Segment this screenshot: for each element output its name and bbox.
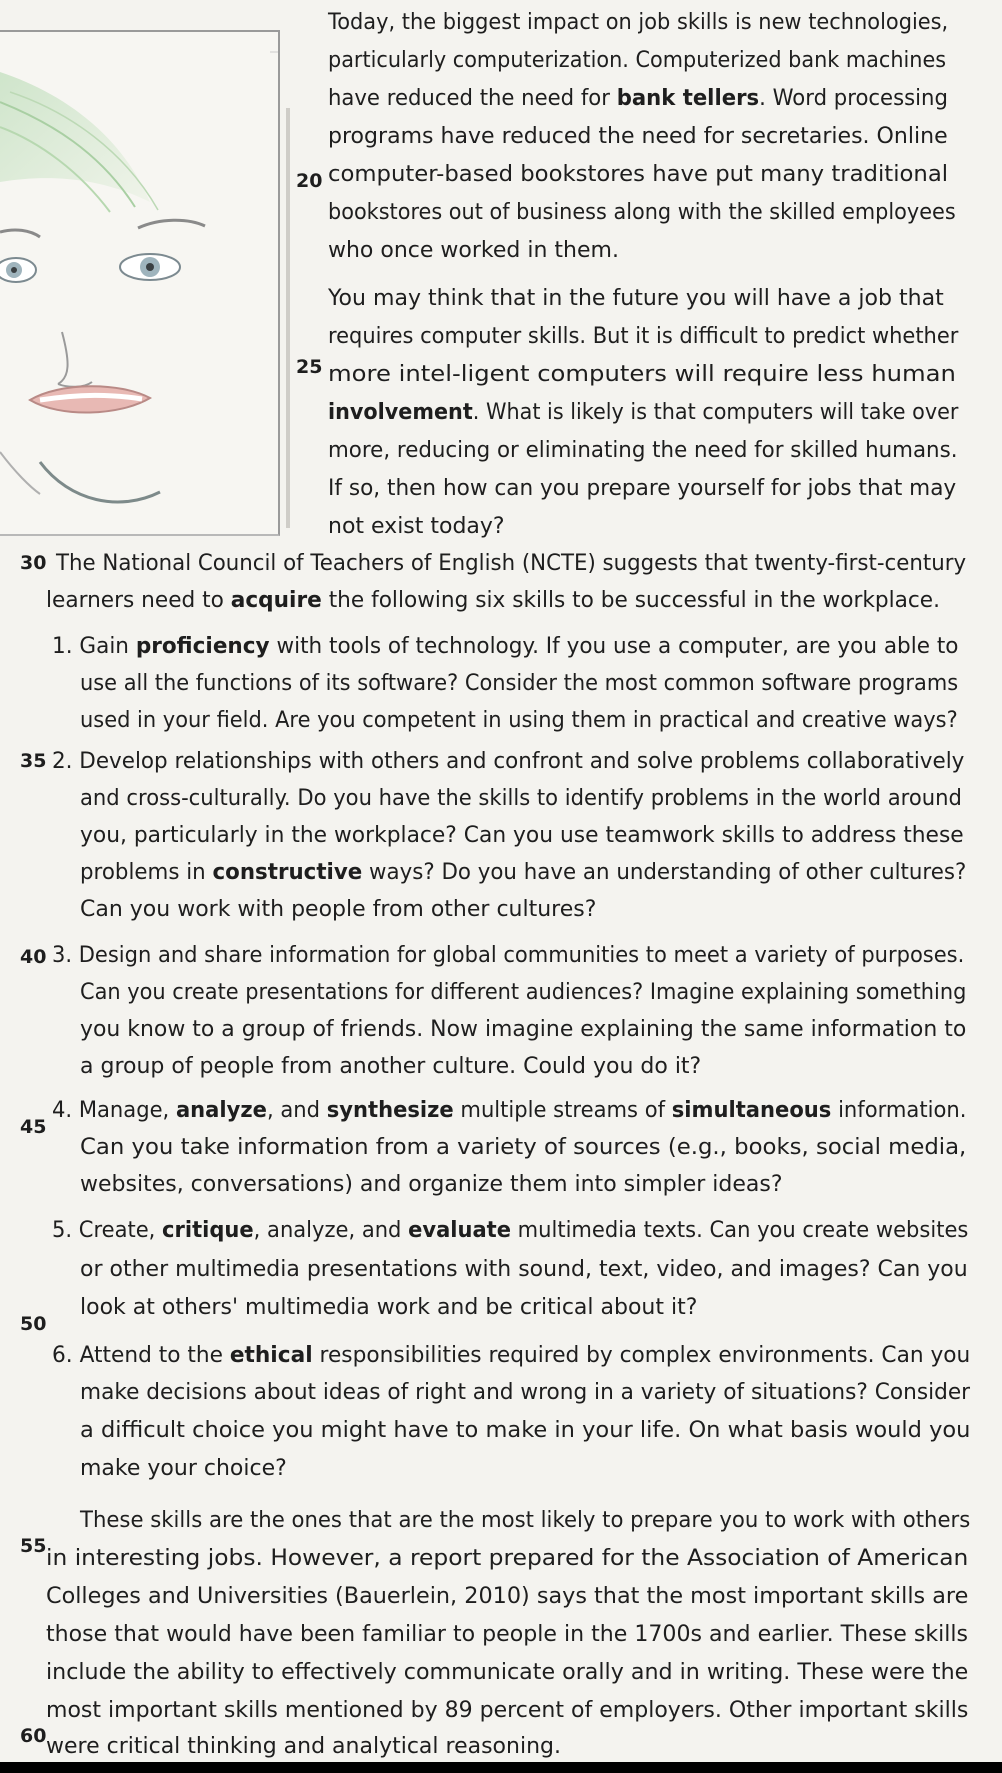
text-line: problems in constructive ways? Do you have an understanding of other cultures? [80,860,967,885]
text-line: websites, conversations) and organize them into simpler ideas? [80,1172,783,1197]
text-line: learners need to acquire the following six skills to be successful in the workplace. [46,588,941,613]
text-line: and cross-culturally. Do you have the skills to identify problems in the world around [80,786,962,811]
text-line: look at others' multimedia work and be critical about it? [80,1295,698,1320]
text-line: computer-based bookstores have put many traditional [328,162,949,187]
line-number-50: 50 [20,1313,47,1335]
text-line: more intel-ligent computers will require less human [328,362,956,387]
list-item: 5. Create, critique, analyze, and evaluate multimedia texts. Can you create websites [52,1218,969,1243]
text-line: If so, then how can you prepare yourself for jobs that may [328,476,957,501]
line-number-25: 25 [296,356,323,378]
text-line: or other multimedia presentations with sound, text, video, and images? Can you [80,1257,968,1282]
scan-shadow [286,108,290,528]
text-line: most important skills mentioned by 89 percent of employers. Other important skills [46,1698,969,1723]
text-line: The National Council of Teachers of English (NCTE) suggests that twenty-first-century [56,551,967,576]
line-number-55: 55 [20,1535,47,1557]
text-line: a group of people from another culture. Could you do it? [80,1054,702,1079]
list-item: 6. Attend to the ethical responsibilities required by complex environments. Can you [52,1343,971,1368]
text-line: bookstores out of business along with the skilled employees [328,200,956,225]
text-line: who once worked in them. [328,238,619,263]
face-photo [0,30,280,536]
text-line: in interesting jobs. However, a report prepared for the Association of American [46,1546,969,1571]
text-line: Today, the biggest impact on job skills is new technologies, [328,10,949,35]
text-line: you know to a group of friends. Now imagine explaining the same information to [80,1017,967,1042]
line-number-40: 40 [20,946,47,968]
text-line: You may think that in the future you will have a job that [328,286,944,311]
list-item: 2. Develop relationships with others and confront and solve problems collaboratively [52,749,965,774]
line-number-30: 30 [20,552,47,574]
list-item: 1. Gain proficiency with tools of technology. If you use a computer, are you able to [52,634,959,659]
text-line: a difficult choice you might have to make in your life. On what basis would you [80,1418,971,1443]
text-line: include the ability to effectively communicate orally and in writing. These were the [46,1660,969,1685]
text-line: not exist today? [328,514,505,539]
text-line: used in your field. Are you competent in using them in practical and creative ways? [80,708,958,733]
text-line: requires computer skills. But it is difficult to predict whether [328,324,959,349]
text-line: those that would have been familiar to people in the 1700s and earlier. These skills [46,1622,969,1647]
text-line: you, particularly in the workplace? Can you use teamwork skills to address these [80,823,964,848]
text-line: use all the functions of its software? Consider the most common software programs [80,671,959,696]
line-number-20: 20 [296,170,323,192]
text-line: Can you work with people from other cultures? [80,897,597,922]
text-line: make decisions about ideas of right and wrong in a variety of situations? Consider [80,1380,971,1405]
face-illustration-icon [0,32,278,534]
text-line: were critical thinking and analytical reasoning. [46,1734,561,1759]
text-line: programs have reduced the need for secretaries. Online [328,124,948,149]
text-line: particularly computerization. Computerized bank machines [328,48,947,73]
text-line: more, reducing or eliminating the need for skilled humans. [328,438,958,463]
list-item: 3. Design and share information for global communities to meet a variety of purposes. [52,943,965,968]
text-line: Colleges and Universities (Bauerlein, 2010) says that the most important skills are [46,1584,969,1609]
text-line: Can you create presentations for different audiences? Imagine explaining something [80,980,967,1005]
list-item: 4. Manage, analyze, and synthesize multiple streams of simultaneous information. [52,1098,967,1123]
text-line: These skills are the ones that are the most likely to prepare you to work with others [80,1508,971,1533]
line-number-35: 35 [20,750,47,772]
text-line: have reduced the need for bank tellers. Word processing [328,86,948,111]
text-line: involvement. What is likely is that computers will take over [328,400,959,425]
text-line: Can you take information from a variety of sources (e.g., books, social media, [80,1135,967,1160]
line-number-45: 45 [20,1116,47,1138]
text-line: make your choice? [80,1456,287,1481]
line-number-60: 60 [20,1725,47,1747]
